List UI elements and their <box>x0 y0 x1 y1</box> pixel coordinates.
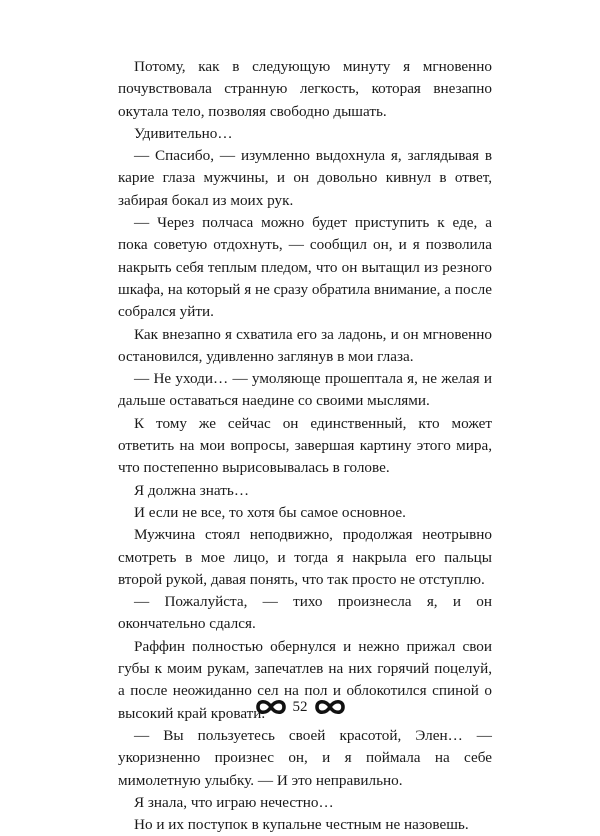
paragraph: Раффин полностью обернулся и нежно прижал свои губы к моим рукам, запечатлев на них горячий поцелуй, а после неожиданно сел на пол и облокотился спиной о высокий край кровати. <box>118 637 492 722</box>
infinity-left-icon <box>255 697 287 717</box>
infinity-right-icon <box>314 697 346 717</box>
paragraph: Удивительно… <box>134 124 233 142</box>
infinity-right-path <box>317 702 343 713</box>
paragraph: И если не все, то хотя бы самое основное. <box>134 503 406 521</box>
paragraph: — Спасибо, — изумленно выдохнула я, заглядывая в карие глаза мужчины, и он довольно кивнул в ответ, забирая бокал из моих рук. <box>118 147 492 209</box>
paragraph: Потому, как в следующую минуту я мгновенно почувствовала странную легкость, которая внезапно окутала тело, позволяя свободно дышать. <box>118 58 492 120</box>
page-footer <box>0 692 600 722</box>
page-number: 52 <box>292 699 308 715</box>
paragraph: — Через полчаса можно будет приступить к еде, а пока советую отдохнуть, — сообщил он, и я позволила накрыть себя теплым пледом, что он вытащил из резного шкафа, на который я не сразу обратила внимание, а после собрался уйти. <box>118 214 492 321</box>
paragraph: Я должна знать… <box>134 481 250 499</box>
paragraph: Как внезапно я схватила его за ладонь, и он мгновенно остановился, удивленно заглянув в мои глаза. <box>118 325 492 365</box>
paragraph: — Пожалуйста, — тихо произнесла я, и он окончательно сдался. <box>118 593 492 633</box>
infinity-left-path <box>258 702 284 713</box>
paragraph: — Вы пользуетесь своей красотой, Элен… — укоризненно произнес он, и я поймала на себе мимолетную улыбку. — И это неправильно. <box>118 726 492 789</box>
paragraph: — Не уходи… — умоляюще прошептала я, не желая и дальше оставаться наедине со своими мыслями. <box>118 370 492 410</box>
paragraph: Мужчина стоял неподвижно, продолжая неотрывно смотреть в мое лицо, и тогда я накрыла его пальцы второй рукой, давая понять, что так просто не отступлю. <box>118 526 492 588</box>
paragraph: К тому же сейчас он единственный, кто может ответить на мои вопросы, завершая картину этого мира, что постепенно вырисовывалась в голове. <box>118 414 492 477</box>
paragraph: Я знала, что играю нечестно… <box>134 793 334 811</box>
paragraph: Но и их поступок в купальне честным не назовешь. <box>134 816 469 834</box>
